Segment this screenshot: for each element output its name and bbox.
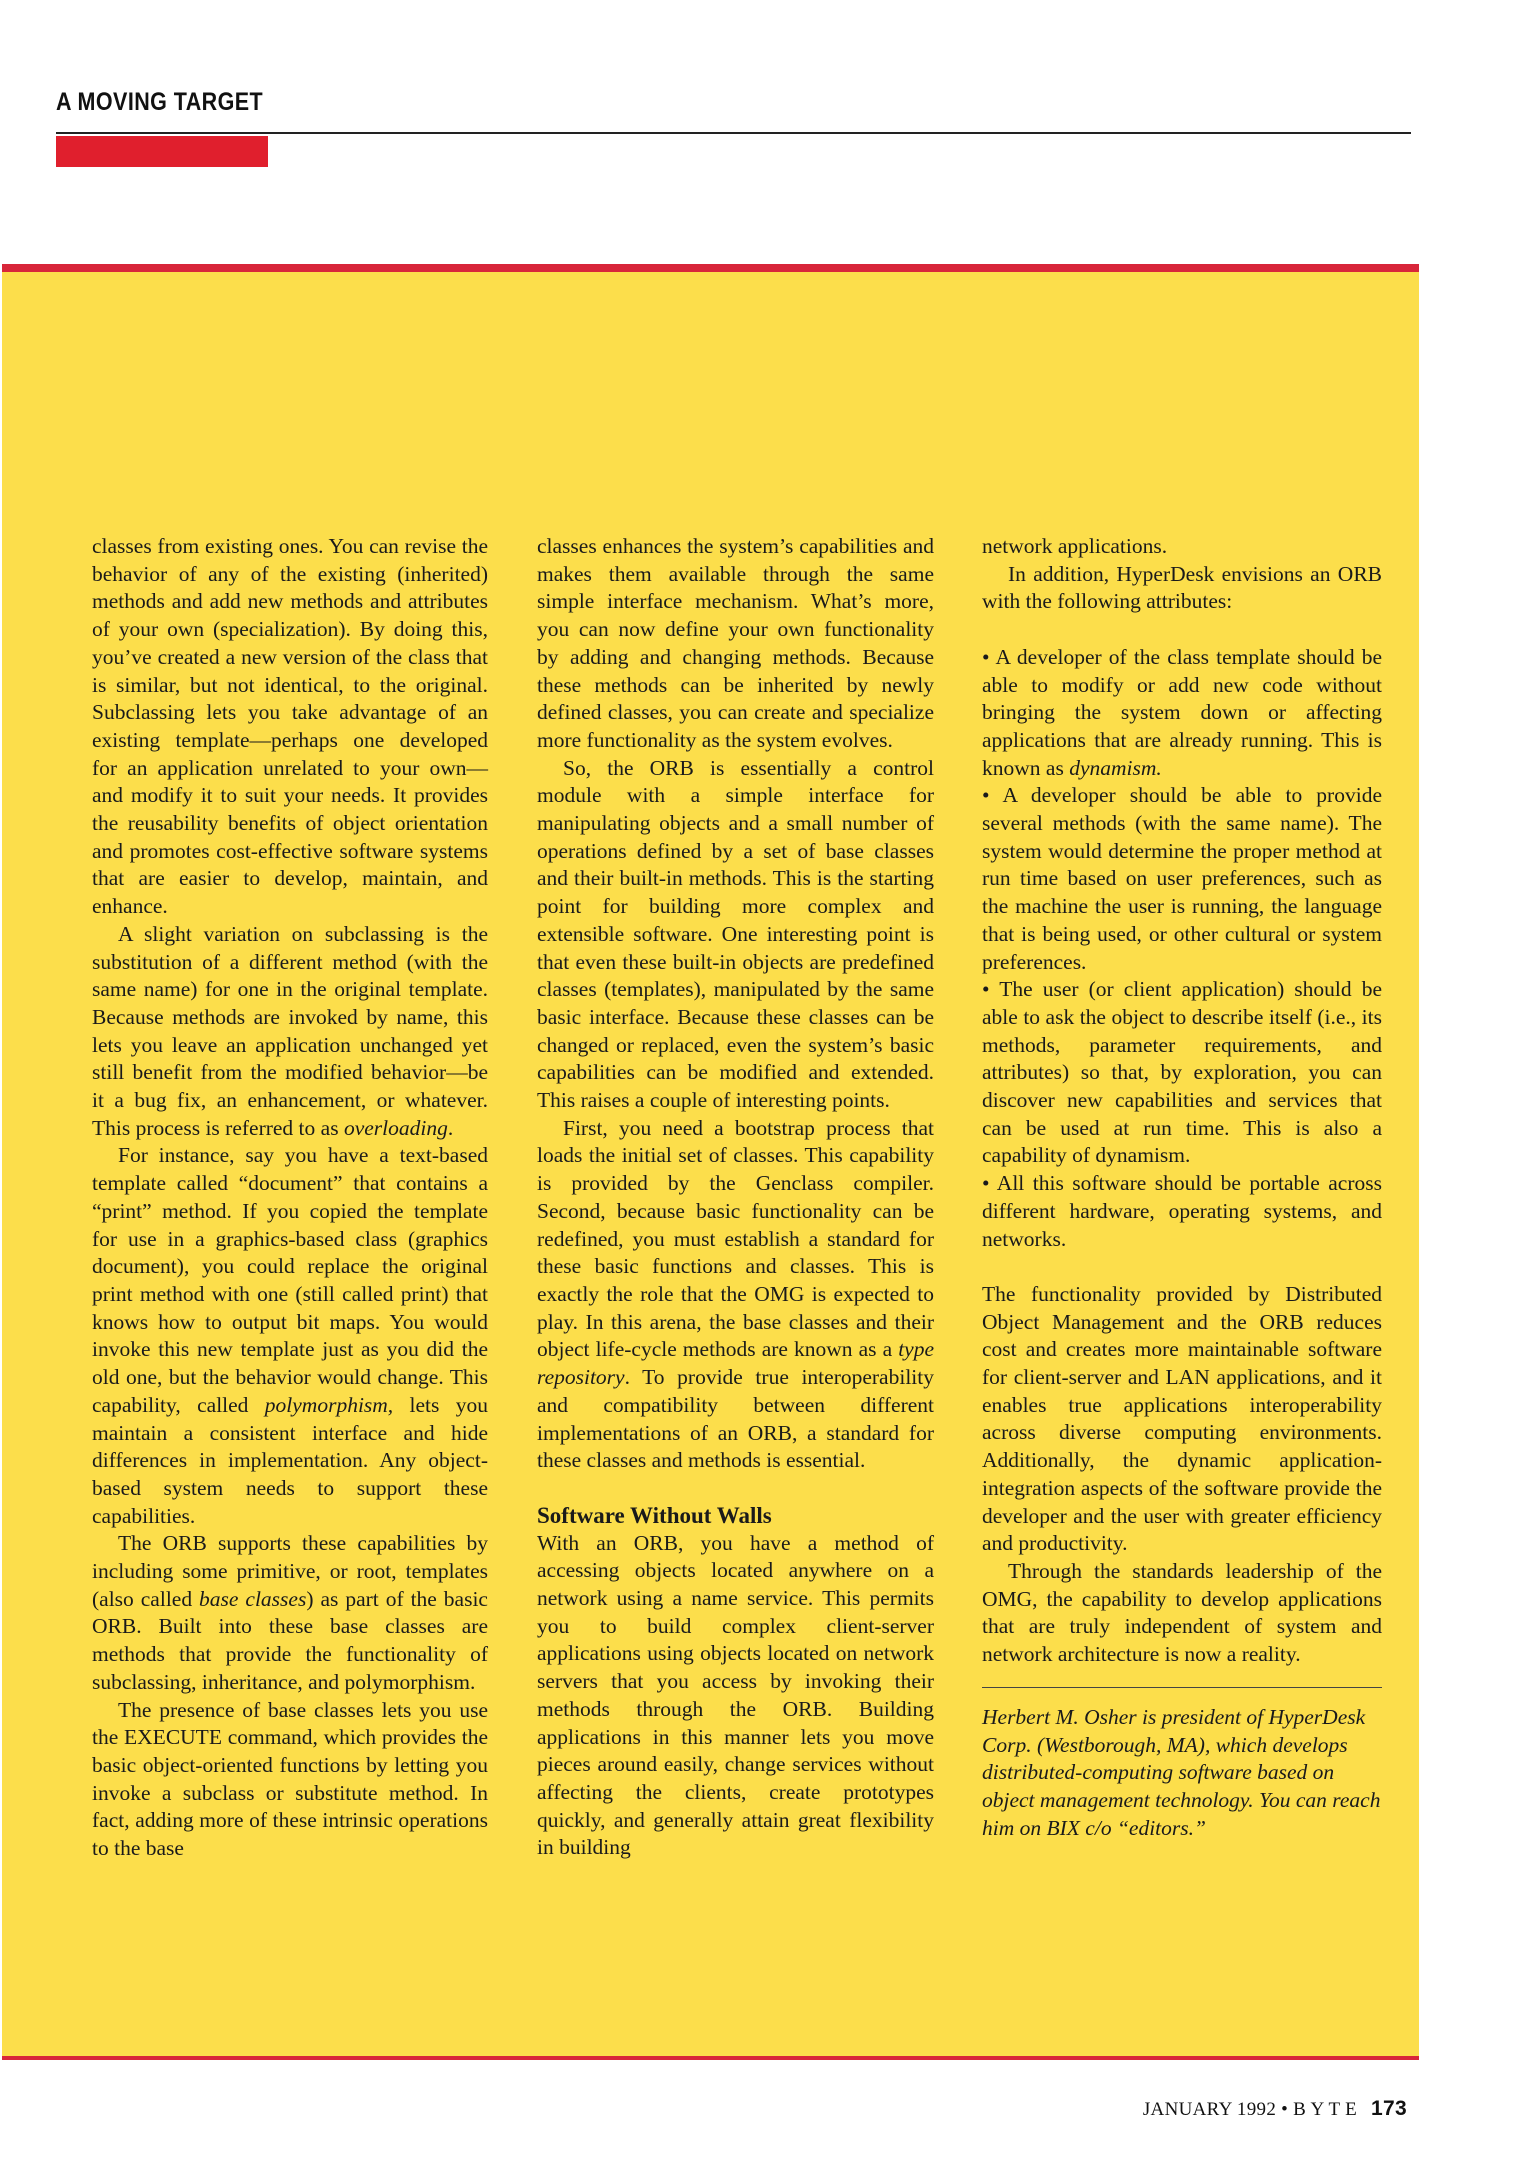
paragraph: So, the ORB is essentially a control module with a simple interface for manipulating objects and a small number of operations defined by a set of base classes and their built-in methods. This is the starting point for building more complex and extensible software. One interesting point is that even these built-in objects are predefined classes (templates), manipulated by the same basic interface. Because these classes can be changed or replaced, even the system’s basic capabilities can be modified and extended. This raises a couple of interesting points. <box>537 755 934 1113</box>
article-column-2 <box>537 533 934 1862</box>
article-column-3 <box>982 533 1382 1842</box>
paragraph: network applications. <box>982 534 1168 558</box>
page-footer <box>1143 2097 1407 2121</box>
paragraph: The functionality provided by Distributed Object Management and the ORB reduces cost and creates more maintainable software for client-server and LAN applications, and it enables true applications interoperability across diverse computing environments. Additionally, the dynamic application-integration aspects of the software provide the developer and the user with greater efficiency and productivity. <box>982 1281 1382 1556</box>
paragraph: First, you need a bootstrap process that loads the initial set of classes. This capability is provided by the Genclass compiler. Second, because basic functionality can be redefined, you must establish a standard for these basic functions and classes. This is exactly the role that the OMG is expected to play. In this arena, the base classes and their object life-cycle methods are known as a type repository. To provide true interoperability and compatibility between different implementations of an ORB, a standard for these classes and methods is essential. <box>537 1115 934 1473</box>
sidebar-top-rule <box>2 264 1419 272</box>
paragraph: A slight variation on subclassing is the substitution of a different method (with the same name) for one in the original template. Because methods are invoked by name, this lets you leave an application unchanged yet still benefit from the modified behavior—be it a bug fix, an enhancement, or whatever. This process is referred to as overloading. <box>92 921 488 1140</box>
bullet-item: • A developer of the class template should be able to modify or add new code without bringing the system down or affecting applications that are already running. This is known as dynamism. <box>982 644 1382 780</box>
footer-date-magazine: JANUARY 1992 • B Y T E <box>1142 2099 1358 2120</box>
sidebar-bottom-rule <box>2 2056 1419 2060</box>
bullet-item: • All this software should be portable across different hardware, operating systems, and networks. <box>982 1171 1382 1251</box>
paragraph: With an ORB, you have a method of accessing objects located anywhere on a network using a name service. This permits you to build complex client-server applications using objects located on network servers that you access by invoking their methods through the ORB. Building applications in this manner lets you move pieces around easily, change services without affecting the clients, create prototypes quickly, and generally attain great flexibility in building <box>537 1530 934 1860</box>
bullet-item: • A developer should be able to provide several methods (with the same name). The system would determine the proper method at run time based on user preferences, such as the machine the user is running, the language that is being used, or other cultural or system preferences. <box>982 783 1382 974</box>
paragraph: The presence of base classes lets you use the EXECUTE command, which provides the basic object-oriented functions by letting you invoke a subclass or substitute method. In fact, adding more of these intrinsic operations to the base <box>92 1697 488 1861</box>
paragraph: The ORB supports these capabilities by including some primitive, or root, templates (also called base classes) as part of the basic ORB. Built into these base classes are methods that provide the functionality of subclassing, inheritance, and polymorphism. <box>92 1531 488 1694</box>
author-bio: Herbert M. Osher is president of HyperDesk Corp. (Westborough, MA), which develops distributed-computing software based on object management technology. You can reach him on BIX c/o “editors.” <box>982 1687 1382 1843</box>
paragraph: classes enhances the system’s capabilities and makes them available through the same simple interface mechanism. What’s more, you can now define your own functionality by adding and changing methods. Because these methods can be inherited by newly defined classes, you can create and specialize more functionality as the system evolves. <box>537 534 934 752</box>
subheading: Software Without Walls <box>537 1502 772 1528</box>
article-column-1 <box>92 533 488 1863</box>
paragraph: In addition, HyperDesk envisions an ORB with the following attributes: <box>982 561 1382 614</box>
paragraph: Through the standards leadership of the OMG, the capability to develop applications that are truly independent of system and network architecture is now a reality. <box>982 1558 1382 1667</box>
red-accent-block <box>56 136 268 167</box>
bullet-item: • The user (or client application) should be able to ask the object to describe itself (i.e., its methods, parameter requirements, and attributes) so that, by exploration, you can discover new capabilities and services that can be used at run time. This is also a capability of dynamism. <box>982 977 1382 1168</box>
header-rule <box>56 132 1411 134</box>
paragraph: classes from existing ones. You can revise the behavior of any of the existing (inherited) methods and add new methods and attributes of your own (specialization). By doing this, you’ve created a new version of the class that is similar, but not identical, to the original. Subclassing lets you take advantage of an existing template—perhaps one developed for an application unrelated to your own—and modify it to suit your needs. It provides the reusability benefits of object orientation and promotes cost-effective software systems that are easier to develop, maintain, and enhance. <box>92 534 488 919</box>
section-title: A MOVING TARGET <box>56 88 264 116</box>
page-number: 173 <box>1371 2097 1407 2120</box>
paragraph: For instance, say you have a text-based template called “document” that contains a “print” method. If you copied the template for use in a graphics-based class (graphics document), you could replace the original print method with one (still called print) that knows how to output bit maps. You would invoke this new template just as you did the old one, but the behavior would change. This capability, called polymorphism, lets you maintain a consistent interface and hide differences in implementation. Any object-based system needs to support these capabilities. <box>92 1143 488 1528</box>
